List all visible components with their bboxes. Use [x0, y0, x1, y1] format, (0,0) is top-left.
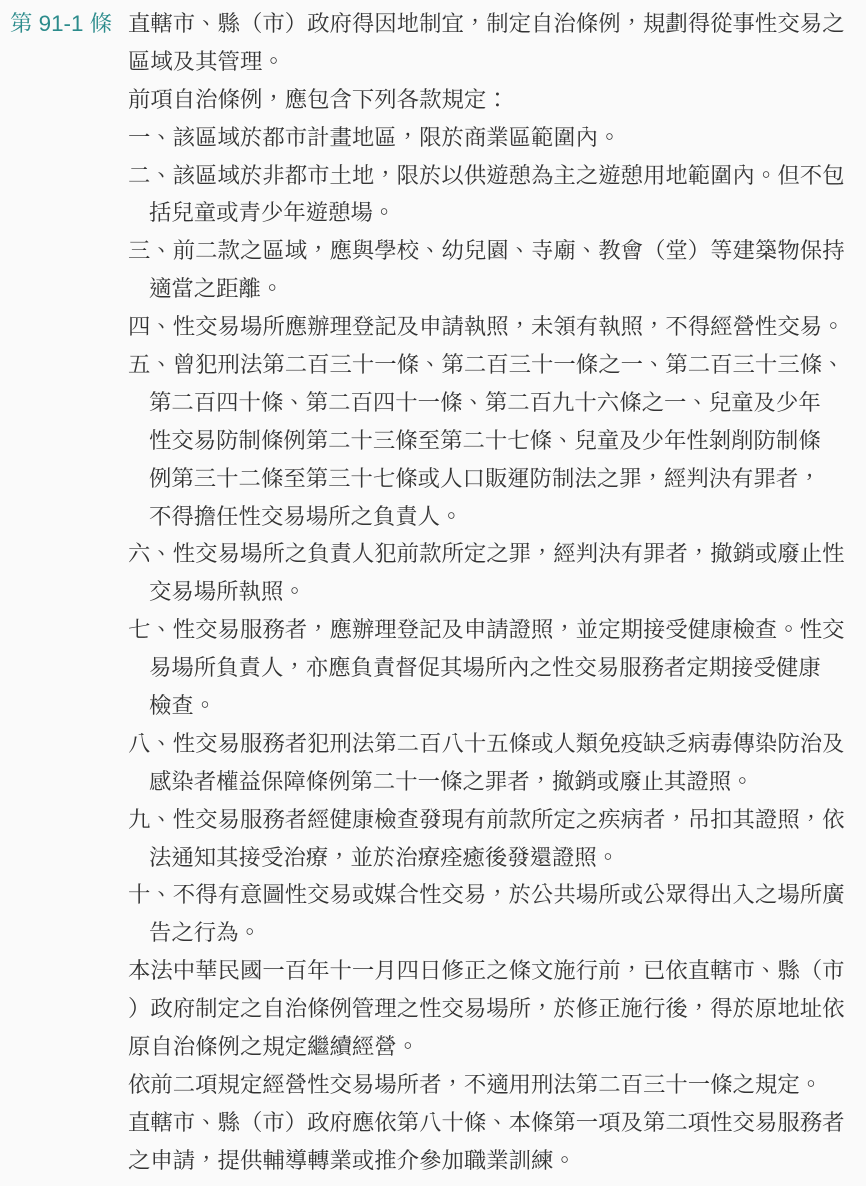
article-text-line: 六、性交易場所之負責人犯前款所定之罪，經判決有罪者，撤銷或廢止性 — [128, 541, 845, 567]
article-text-line: 直轄市、縣（市）政府應依第八十條、本條第一項及第二項性交易服務者 — [128, 1109, 845, 1135]
article-text-line: 三、前二款之區域，應與學校、幼兒園、寺廟、教會（堂）等建築物保持 — [128, 238, 845, 264]
article-text-line: 二、該區域於非都市土地，限於以供遊憩為主之遊憩用地範圍內。但不包 — [128, 162, 845, 188]
article-text-line: 法通知其接受治療，並於治療痊癒後發還證照。 — [149, 844, 620, 870]
article-text-line: 直轄市、縣（市）政府得因地制宜，制定自治條例，規劃得從事性交易之 — [128, 11, 845, 36]
article-text-line: 易場所負責人，亦應負責督促其場所內之性交易服務者定期接受健康 — [149, 655, 821, 681]
article-text-line: 八、性交易服務者犯刑法第二百八十五條或人類免疫缺乏病毒傳染防治及 — [128, 730, 845, 756]
article-text-line: 原自治條例之規定繼續經營。 — [128, 1034, 420, 1060]
article-content — [128, 5, 866, 1180]
article-text-line: 四、性交易場所應辦理登記及申請執照，未領有執照，不得經營性交易。 — [128, 314, 845, 340]
article-text-line: 十、不得有意圖性交易或媒合性交易，於公共場所或公眾得出入之場所廣 — [128, 882, 845, 908]
article-text-line: 適當之距離。 — [149, 276, 284, 302]
article-text-line: 七、性交易服務者，應辦理登記及申請證照，並定期接受健康檢查。性交 — [128, 617, 845, 643]
article-text-line: 本法中華民國一百年十一月四日修正之條文施行前，已依直轄市、縣（市 — [128, 958, 845, 984]
article-text-line: 例第三十二條至第三十七條或人口販運防制法之罪，經判決有罪者， — [149, 465, 821, 491]
article-text-line: 之申請，提供輔導轉業或推介參加職業訓練。 — [128, 1147, 576, 1173]
article-text-line: 前項自治條例，應包含下列各款規定： — [128, 86, 509, 112]
article-text-line: 五、曾犯刑法第二百三十一條、第二百三十一條之一、第二百三十三條、 — [128, 352, 845, 378]
article-text-line: 性交易防制條例第二十三條至第二十七條、兒童及少年性剝削防制條 — [149, 427, 821, 453]
article-text-line: 括兒童或青少年遊憩場。 — [149, 200, 396, 226]
article-text-line: 不得擔任性交易場所之負責人。 — [149, 503, 463, 529]
article-text-line: 一、該區域於都市計畫地區，限於商業區範圍內。 — [128, 124, 621, 150]
article-text-line: 檢查。 — [149, 693, 217, 719]
article-text-line: 九、性交易服務者經健康檢查發現有前款所定之疾病者，吊扣其證照，依 — [128, 806, 845, 832]
article-text-line: 區域及其管理。 — [128, 48, 285, 74]
article-number-link[interactable]: 第 91-1 條 — [10, 11, 113, 36]
article-text-line: 交易場所執照。 — [149, 579, 306, 605]
article-text-line: 第二百四十條、第二百四十一條、第二百九十六條之一、兒童及少年 — [149, 389, 821, 415]
article-text-line: 感染者權益保障條例第二十一條之罪者，撤銷或廢止其證照。 — [149, 768, 754, 794]
article-text-line: 告之行為。 — [149, 920, 261, 946]
article-text-line: 依前二項規定經營性交易場所者，不適用刑法第二百三十一條之規定。 — [128, 1071, 823, 1097]
article-text-line: ）政府制定之自治條例管理之性交易場所，於修正施行後，得於原地址依 — [128, 996, 845, 1022]
